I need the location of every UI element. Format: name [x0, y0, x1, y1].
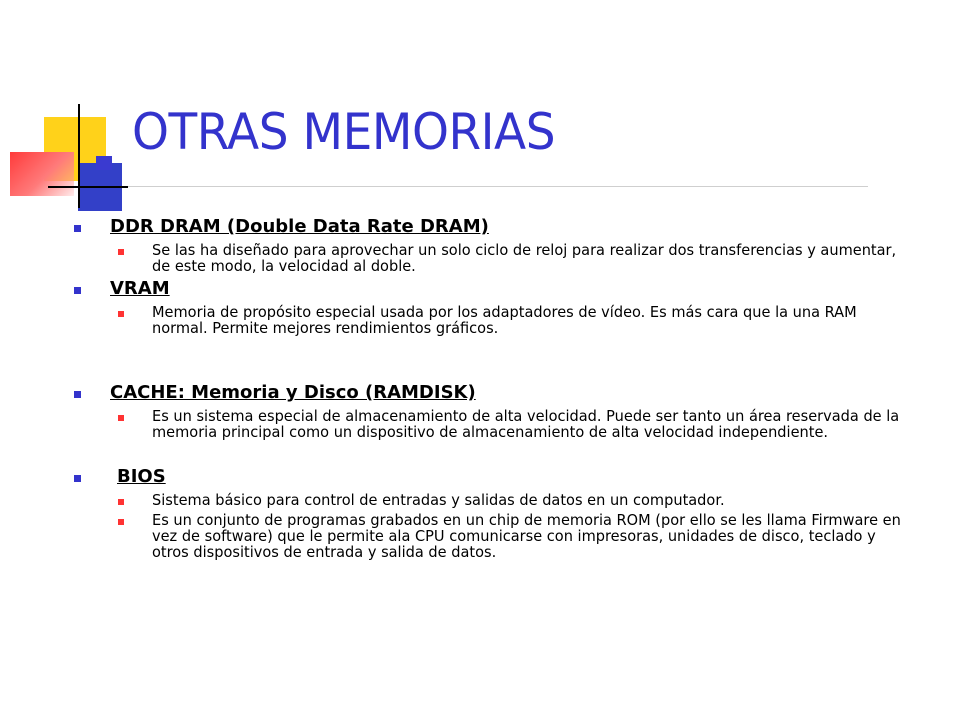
decor-blue-small-square — [96, 156, 112, 170]
bullet-square-icon — [74, 475, 81, 482]
list-item-text: Es un conjunto de programas grabados en un chip de memoria ROM (por ello se les llama Firmware en vez de software) que le permite ala CPU comunicarse con impresoras, unidades de disco, teclado y otros dispositivos de entrada y salida de datos. — [152, 511, 901, 561]
list-item — [74, 242, 924, 274]
list-item-text: Memoria de propósito especial usada por los adaptadores de vídeo. Es más cara que la una RAM normal. Permite mejores rendimientos gráficos. — [152, 303, 857, 337]
decor-red-square — [10, 152, 74, 196]
list-item — [74, 492, 924, 508]
bullet-square-icon — [118, 499, 124, 505]
bullet-square-icon — [118, 311, 124, 317]
section-heading: CACHE: Memoria y Disco (RAMDISK) — [110, 382, 476, 403]
slide-title: OTRAS MEMORIAS — [132, 103, 556, 161]
section-heading: DDR DRAM (Double Data Rate DRAM) — [110, 216, 489, 237]
bullet-square-icon — [118, 415, 124, 421]
list-item — [74, 304, 924, 336]
bullet-square-icon — [74, 225, 81, 232]
bullet-square-icon — [74, 391, 81, 398]
title-underline — [48, 186, 868, 187]
section-heading: VRAM — [110, 278, 170, 299]
section-ddr-dram — [74, 216, 924, 238]
bullet-square-icon — [118, 519, 124, 525]
bullet-square-icon — [74, 287, 81, 294]
decor-vertical-line — [78, 104, 80, 208]
list-item — [74, 408, 924, 440]
list-item-text: Se las ha diseñado para aprovechar un solo ciclo de reloj para realizar dos transferencias y aumentar, de este modo, la velocidad al doble. — [152, 241, 897, 275]
list-item-text: Es un sistema especial de almacenamiento de alta velocidad. Puede ser tanto un área reservada de la memoria principal como un dispositivo de almacenamiento de alta velocidad independiente. — [152, 407, 900, 441]
section-heading: BIOS — [117, 466, 166, 487]
bullet-square-icon — [118, 249, 124, 255]
title-underline-accent — [48, 186, 128, 188]
slide-content — [74, 216, 924, 560]
section-vram — [74, 278, 924, 300]
list-item-text: Sistema básico para control de entradas y salidas de datos en un computador. — [152, 491, 725, 509]
list-item — [74, 512, 924, 560]
section-bios — [74, 466, 924, 488]
section-cache — [74, 382, 924, 404]
